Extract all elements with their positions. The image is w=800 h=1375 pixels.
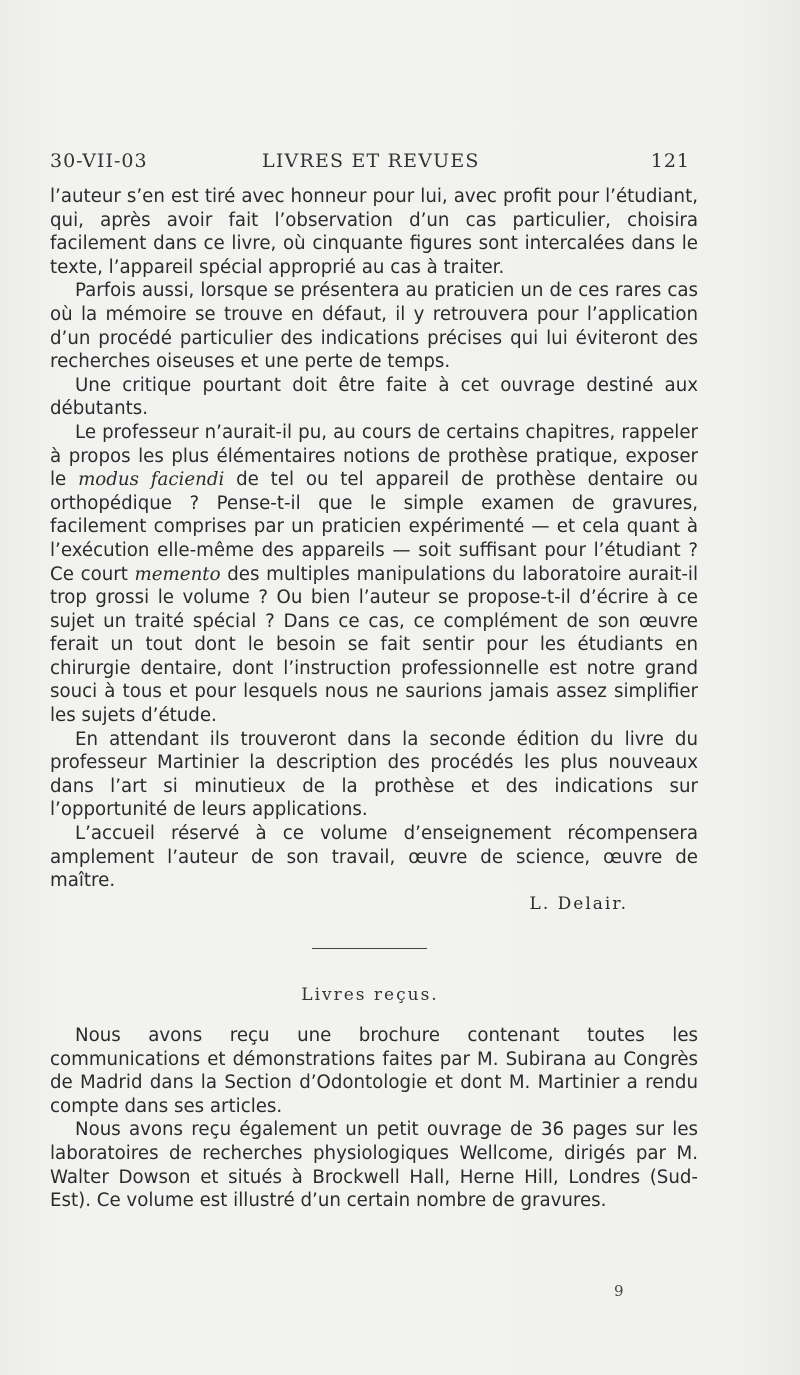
header-page-number: 121 <box>650 150 690 172</box>
paragraph-text: Le professeur n’aurait-il pu, au cours de certains chapitres, rappeler à propos les plus élémentaires notions de prothèse pratique, exposer le <box>50 421 698 491</box>
section-divider <box>312 948 427 949</box>
running-header <box>50 150 690 176</box>
paragraph-text: de tel ou tel appareil de prothèse dentaire ou orthopédique ? Pense-t-il que le simple examen de gravures, facilement comprises par un praticien expérimenté — et cela quant à l’exécution elle-même des appareils — soit suffisant pour l’étudiant ? Ce court <box>50 469 698 585</box>
header-date: 30-VII-03 <box>50 150 148 172</box>
paragraph-text: des multiples manipulations du laboratoire aurait-il trop grossi le volume ? Ou bien l’auteur se propose-t-il d’écrire à ce sujet un traité spécial ? Dans ce cas, ce complément de son œuvre ferait un tout dont le besoin se fait sentir pour les étudiants en chirurgie dentaire, dont l’instruction professionnelle est notre grand souci à tous et pour lesquels nous ne saurions jamais assez simplifier les sujets d’étude. <box>50 563 698 727</box>
italic-term: memento <box>134 563 221 585</box>
paragraph: Nous avons reçu également un petit ouvrage de 36 pages sur les laboratoires de recherches physiologiques Wellcome, dirigés par M. Walter Dowson et situés à Brockwell Hall, Herne Hill, Londres (Sud-Est). Ce volume est illustré d’un certain nombre de gravures. <box>50 1119 698 1212</box>
paragraph <box>50 421 698 728</box>
paragraph: Parfois aussi, lorsque se présentera au praticien un de ces rares cas où la mémoire se trouve en défaut, il y retrouvera pour l’application d’un procédé particulier des indications précises qui lui éviteront des recherches oiseuses et une perte de temps. <box>50 280 698 373</box>
paragraph: Une critique pourtant doit être faite à cet ouvrage destiné aux débutants. <box>50 374 698 420</box>
signature-mark: 9 <box>614 1282 624 1300</box>
paragraph: L’accueil réservé à ce volume d’enseignement récompensera amplement l’auteur de son travail, œuvre de science, œuvre de maître. <box>50 823 698 892</box>
paragraph-continuation: l’auteur s’en est tiré avec honneur pour lui, avec profit pour l’étudiant, qui, après avoir fait l’observation d’un cas particulier, choisira facilement dans ce livre, où cinquante figures sont intercalées dans le texte, l’appareil spécial approprié au cas à traiter. <box>50 186 698 278</box>
review-text <box>50 185 698 916</box>
section-heading: Livres reçus. <box>301 985 439 1005</box>
paragraph: En attendant ils trouveront dans la seconde édition du livre du professeur Martinier la description des procédés les plus nouveaux dans l’art si minutieux de la prothèse et des indications sur l’opportunité de leurs applications. <box>50 728 698 821</box>
author-signature: L. Delair. <box>529 893 628 914</box>
italic-term: modus faciendi <box>78 469 225 491</box>
paragraph: Nous avons reçu une brochure contenant toutes les communications et démonstrations faites par M. Subirana au Congrès de Madrid dans la Section d’Odontologie et dont M. Martinier a rendu compte dans ses articles. <box>50 1025 698 1117</box>
received-books-text <box>50 1024 698 1213</box>
header-section-title: LIVRES ET REVUES <box>262 150 480 172</box>
